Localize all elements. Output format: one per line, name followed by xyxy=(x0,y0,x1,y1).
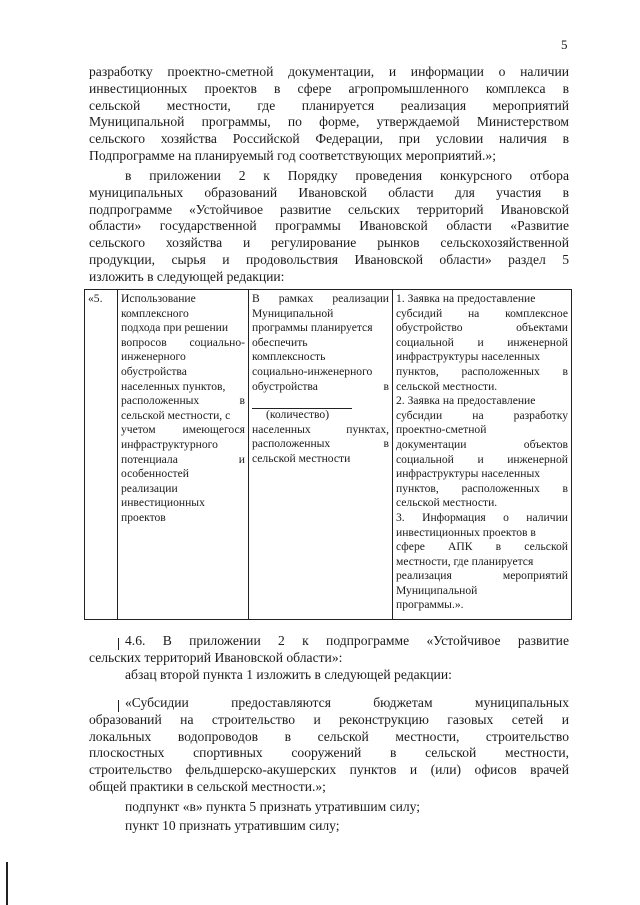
table-row xyxy=(85,290,572,620)
text-line: 4.6. В приложении 2 к подпрограмме «Устойчивое развитие xyxy=(125,633,569,648)
cell-line: сельской местности. xyxy=(396,379,498,393)
text-line: локальных водопроводов в сельской местности, строительство xyxy=(89,728,569,744)
cell-line: учетом имеющегося xyxy=(121,423,245,437)
cell-line: документации объектов xyxy=(396,437,568,451)
text-line: сельского хозяйства и регулирование рынков сельскохозяйственной xyxy=(89,235,569,251)
cell-line: расположенных в xyxy=(252,437,389,451)
cell-line: проектно-сметной xyxy=(396,423,487,437)
text-line: изложить в следующей редакции: xyxy=(89,268,285,284)
cell-line: инфраструктурного xyxy=(121,437,218,451)
cell-line: субсидии на разработку xyxy=(396,408,568,422)
cell-line: инвестиционных xyxy=(121,496,205,510)
cell-line: комплексность xyxy=(252,350,326,364)
paragraph-4-6 xyxy=(89,633,569,667)
text-line: пункт 10 признать утратившим силу; xyxy=(125,818,340,833)
text-line: «Субсидии предоставляются бюджетам муниципальных xyxy=(125,695,569,710)
cell-line: Использование xyxy=(121,292,196,305)
cell-line: проектов xyxy=(121,510,166,524)
table-cell-criterion xyxy=(118,290,249,620)
cell-line: программы.». xyxy=(396,598,464,612)
cell-line: сельской местности. xyxy=(396,496,498,510)
scan-edge-mark xyxy=(6,862,8,905)
text-line: муниципальных образований Ивановской области для участия в xyxy=(89,184,569,200)
cell-line: пунктов, расположенных в xyxy=(396,481,568,495)
text-line: Муниципальной программы, по форме, утверждаемой Министерством xyxy=(89,114,569,130)
cell-line: сельской местности, с xyxy=(121,408,231,422)
text-line: области» государственной программы Ивановской области «Развитие xyxy=(89,218,569,234)
text-line: сельской местности, где планируется реализация мероприятий xyxy=(89,97,569,113)
text-line: разработку проектно-сметной документации, и информации о наличии xyxy=(89,64,569,79)
text-line: сельского хозяйства Российской Федерации, при условии наличия в xyxy=(89,131,569,147)
text-line: подпункт «в» пункта 5 признать утратившим силу; xyxy=(125,799,421,814)
section-5-table xyxy=(84,289,572,620)
cell-line: особенностей xyxy=(121,467,189,481)
cell-line: обустройство объектами xyxy=(396,321,568,335)
cell-line: расположенных в xyxy=(121,394,245,408)
cell-line: обеспечить xyxy=(252,335,308,349)
cell-line: социально-инженерного xyxy=(252,364,373,378)
cell-line: сельской местности xyxy=(252,451,351,465)
cell-line: комплексного xyxy=(121,306,189,320)
blank-line xyxy=(252,398,352,409)
text-line: подпрограмме «Устойчивое развитие сельских территорий Ивановской xyxy=(89,201,569,217)
cell-line: населенных пунктов, xyxy=(121,379,226,393)
table-cell-number xyxy=(85,290,118,620)
cell-line: социальной и инженерной xyxy=(396,335,568,349)
table-cell-measure xyxy=(249,290,393,620)
cell-line: сфере АПК в сельской xyxy=(396,540,568,554)
text-line: строительство фельдшерско-акушерских пунктов и (или) офисов врачей xyxy=(89,762,569,778)
scan-mark xyxy=(118,638,119,650)
paragraph-appendix-2 xyxy=(89,168,569,286)
cell-line: В рамках реализации xyxy=(252,292,389,305)
paragraph-abzac xyxy=(89,667,569,684)
cell-line: обустройства в xyxy=(252,379,389,393)
cell-line: местности, где планируется xyxy=(396,554,534,568)
text-line: общей практики в сельской местности.»; xyxy=(89,778,326,794)
row-number: «5. xyxy=(88,292,103,305)
text-line: продукции, сырья и продовольствия Ивановской области» раздел 5 xyxy=(89,251,569,267)
cell-line: социальной и инженерной xyxy=(396,452,568,466)
scan-mark xyxy=(118,700,119,712)
paragraph-punkt-10 xyxy=(89,818,569,835)
cell-line: программы планируется xyxy=(252,321,373,335)
text-line: в приложении 2 к Порядку проведения конкурсного отбора xyxy=(125,168,569,183)
paragraph-podpunkt xyxy=(89,799,569,816)
text-line: сельских территорий Ивановской области»: xyxy=(89,649,343,665)
cell-line: потенциала и xyxy=(121,452,245,466)
cell-line: реализации xyxy=(121,481,178,495)
text-line: плоскостных спортивных сооружений в сельской местности, xyxy=(89,745,569,761)
cell-line: инвестиционных проектов в xyxy=(396,525,536,539)
cell-line: (количество) xyxy=(266,408,330,422)
cell-line: подхода при решении xyxy=(121,321,229,335)
cell-line: инфраструктуры населенных xyxy=(396,467,541,481)
text-line: инвестиционных проектов в сфере агропромышленного комплекса в xyxy=(89,80,569,96)
cell-line: Муниципальной xyxy=(396,583,478,597)
table-cell-documents xyxy=(393,290,572,620)
paragraph-continuation xyxy=(89,64,569,165)
page-number: 5 xyxy=(561,37,568,52)
cell-line: населенных пунктах, xyxy=(252,422,389,436)
cell-line: обустройства xyxy=(121,364,187,378)
paragraph-subsidies xyxy=(89,695,569,796)
cell-line: 1. Заявка на предоставление xyxy=(396,292,536,305)
fill-in-blank xyxy=(252,394,389,408)
cell-line: вопросов социально- xyxy=(121,335,245,349)
cell-line: 2. Заявка на предоставление xyxy=(396,394,536,408)
cell-line: инженерного xyxy=(121,350,186,364)
text-line: Подпрограмме на планируемый год соответствующих мероприятий.»; xyxy=(89,147,497,163)
text-line: образований на строительство и реконструкцию газовых сетей и xyxy=(89,711,569,727)
cell-line: 3. Информация о наличии xyxy=(396,510,568,524)
cell-line: инфраструктуры населенных xyxy=(396,350,541,364)
cell-line: реализация мероприятий xyxy=(396,569,568,583)
text-line: абзац второй пункта 1 изложить в следующей редакции: xyxy=(125,667,452,682)
cell-line: Муниципальной xyxy=(252,306,334,320)
cell-line: субсидий на комплексное xyxy=(396,306,568,320)
cell-line: пунктов, расположенных в xyxy=(396,364,568,378)
